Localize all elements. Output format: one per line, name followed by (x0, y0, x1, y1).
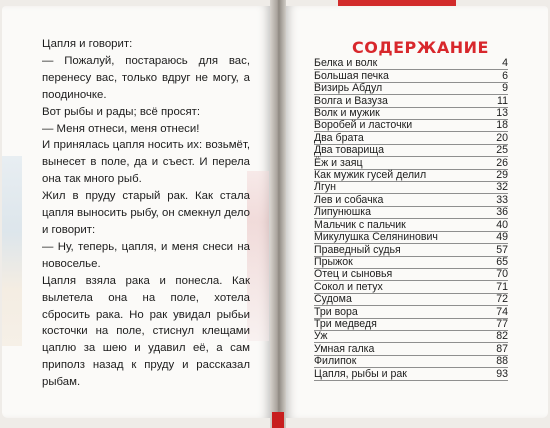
toc-entry-title: Цапля, рыбы и рак (314, 367, 407, 380)
toc-entry-title: Белка и волк (314, 57, 378, 70)
toc-entry (314, 157, 508, 169)
toc-entry-title: Микулушка Селянинович (314, 231, 438, 244)
story-paragraph: Цапля взяла рака и понесла. Как вылетела она на поле, хотела сбросить рака. Но рак увидал рыбьи косточки на поле, стиснул клещами цаплю за шею и удавил её, а сам приполз назад к пруду и рассказал рыбам. (42, 274, 250, 389)
toc-entry-title: Судома (314, 293, 352, 306)
story-paragraph: Цапля и говорит: (42, 38, 133, 50)
toc-entry-title: Филипок (314, 355, 357, 368)
story-paragraph: — Пожалуй, постараюсь для вас, перенесу вас, только вдруг не могу, а поодиночке. (42, 54, 250, 101)
toc-entry-page: 82 (496, 330, 508, 343)
toc-entry (314, 343, 508, 355)
toc-entry-title: Уж (314, 330, 328, 343)
toc-entry-title: Липунюшка (314, 206, 371, 219)
story-text (42, 36, 250, 391)
toc-entry-title: Волга и Вазуза (314, 94, 388, 107)
toc-entry (314, 294, 508, 306)
toc-entry-page: 70 (496, 268, 508, 281)
toc-entry-page: 32 (496, 181, 508, 194)
toc-entry-page: 87 (496, 342, 508, 355)
toc-entry-page: 9 (502, 82, 508, 95)
toc-entry-title: Два товарища (314, 144, 384, 157)
toc-entry-title: Мальчик с пальчик (314, 218, 406, 231)
toc-entry-title: Праведный судья (314, 243, 401, 256)
toc-entry-title: Сокол и петух (314, 280, 383, 293)
toc-entry (314, 281, 508, 293)
contents-heading: СОДЕРЖАНИЕ (352, 38, 489, 57)
toc-entry-page: 57 (496, 243, 508, 256)
toc-entry (314, 120, 508, 132)
toc-entry-title: Ёж и заяц (314, 156, 363, 169)
toc-entry-page: 88 (496, 355, 508, 368)
toc-entry-title: Лев и собачка (314, 193, 384, 206)
toc-entry-page: 4 (502, 57, 508, 70)
toc-entry-title: Волк и мужик (314, 107, 380, 120)
toc-entry-page: 18 (496, 119, 508, 132)
toc-entry-page: 65 (496, 255, 508, 268)
toc-entry (314, 331, 508, 343)
toc-entry-page: 49 (496, 231, 508, 244)
toc-entry-page: 74 (496, 305, 508, 318)
toc-entry (314, 257, 508, 269)
toc-entry-page: 36 (496, 206, 508, 219)
toc-entry-page: 20 (496, 131, 508, 144)
story-paragraph: — Меня отнеси, меня отнеси! (42, 122, 200, 135)
toc-entry (314, 145, 508, 157)
toc-entry-page: 71 (496, 280, 508, 293)
story-paragraph: Жил в пруду старый рак. Как стала цапля выносить рыбу, он смекнул дело и говорит: (42, 190, 250, 236)
story-paragraph: Вот рыбы и рады; всё просят: (42, 105, 201, 118)
toc-entry-page: 77 (496, 317, 508, 330)
toc-entry (314, 170, 508, 182)
toc-entry (314, 58, 508, 70)
toc-entry (314, 182, 508, 194)
toc-entry (314, 132, 508, 144)
toc-entry-page: 13 (496, 107, 508, 120)
toc-entry (314, 83, 508, 95)
toc-entry-page: 33 (496, 193, 508, 206)
toc-entry (314, 306, 508, 318)
toc-entry-page: 93 (496, 367, 508, 380)
toc-entry-title: Два брата (314, 131, 364, 144)
toc-entry (314, 194, 508, 206)
toc-entry (314, 244, 508, 256)
toc-entry (314, 232, 508, 244)
book-spine (270, 0, 286, 428)
toc-entry (314, 108, 508, 120)
toc-entry-title: Как мужик гусей делил (314, 169, 427, 182)
toc-entry-page: 26 (496, 156, 508, 169)
toc-entry-title: Прыжок (314, 255, 353, 268)
toc-entry-title: Отец и сыновья (314, 268, 393, 281)
toc-entry (314, 319, 508, 331)
show-through-illustration (2, 156, 22, 346)
toc-entry-title: Визирь Абдул (314, 82, 383, 95)
story-paragraph: И принялась цапля носить их: возьмёт, вынесет в поле, да и съест. И перела она так много рыб. (42, 139, 250, 186)
toc-entry (314, 95, 508, 107)
toc-entry (314, 70, 508, 82)
toc-entry-title: Три медведя (314, 317, 377, 330)
toc-entry (314, 356, 508, 368)
toc-entry-title: Воробей и ласточки (314, 119, 413, 132)
toc-entry (314, 269, 508, 281)
toc-entry-title: Три вора (314, 305, 358, 318)
bookmark-ribbon-bottom (272, 412, 284, 428)
toc-entry (314, 219, 508, 231)
toc-entry-page: 72 (496, 293, 508, 306)
toc-entry-page: 6 (502, 69, 508, 82)
toc-entry-page: 25 (496, 144, 508, 157)
table-of-contents (314, 58, 508, 381)
toc-entry-title: Большая печка (314, 69, 389, 82)
toc-entry (314, 207, 508, 219)
toc-entry (314, 368, 508, 380)
toc-entry-page: 29 (496, 169, 508, 182)
story-paragraph: — Ну, теперь, цапля, и меня снеси на новоселье. (42, 240, 250, 270)
toc-entry-page: 11 (497, 94, 508, 107)
toc-entry-title: Лгун (314, 181, 336, 194)
toc-entry-page: 40 (496, 218, 508, 231)
toc-entry-title: Умная галка (314, 342, 375, 355)
show-through-illustration (247, 171, 269, 341)
